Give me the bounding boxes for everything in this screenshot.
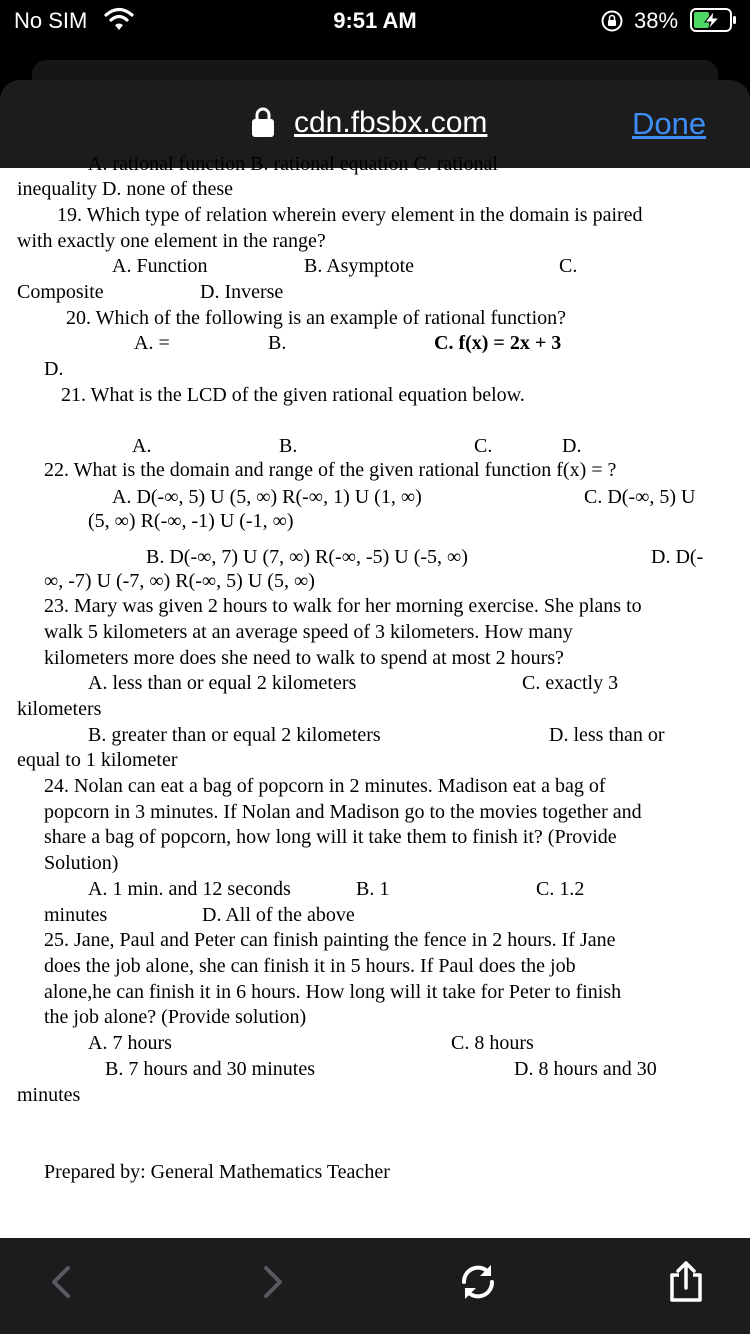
doc-line: A. Function xyxy=(112,255,208,277)
doc-line: D. Inverse xyxy=(200,281,284,303)
reload-icon[interactable] xyxy=(456,1260,500,1304)
bottom-toolbar xyxy=(0,1238,750,1334)
doc-line: C. f(x) = 2x + 3 xyxy=(434,332,562,354)
doc-line: D. 8 hours and 30 xyxy=(514,1058,657,1080)
url-label[interactable]: cdn.fbsbx.com xyxy=(294,106,488,139)
doc-line: minutes xyxy=(44,904,108,926)
doc-line: share a bag of popcorn, how long will it take them to finish it? (Provide xyxy=(44,826,617,848)
doc-line: 22. What is the domain and range of the given rational function f(x) = ? xyxy=(44,459,617,481)
doc-line: A. rational function B. rational equation C. rational xyxy=(88,153,498,175)
doc-line: B. greater than or equal 2 kilometers xyxy=(88,724,381,746)
battery-charging-icon xyxy=(690,8,738,32)
doc-line: minutes xyxy=(17,1084,81,1106)
doc-line: C. 8 hours xyxy=(451,1032,534,1054)
document-viewer[interactable] xyxy=(0,153,750,1238)
doc-line: A. 7 hours xyxy=(88,1032,172,1054)
doc-line: equal to 1 kilometer xyxy=(17,749,178,771)
doc-line: 25. Jane, Paul and Peter can finish painting the fence in 2 hours. If Jane xyxy=(44,929,616,951)
doc-line: with exactly one element in the range? xyxy=(17,230,326,252)
doc-line: B. 7 hours and 30 minutes xyxy=(105,1058,315,1080)
doc-line: C. xyxy=(559,255,578,277)
doc-line: A. xyxy=(132,435,152,457)
doc-line: Solution) xyxy=(44,852,119,874)
share-icon[interactable] xyxy=(664,1260,708,1304)
doc-line: kilometers xyxy=(17,698,102,720)
doc-line: B. xyxy=(268,332,287,354)
doc-line: C. D(-∞, 5) U xyxy=(584,486,696,508)
doc-line: 20. Which of the following is an example of rational function? xyxy=(66,307,567,329)
doc-line: the job alone? (Provide solution) xyxy=(44,1006,307,1028)
doc-line: walk 5 kilometers at an average speed of 3 kilometers. How many xyxy=(44,621,573,643)
doc-line: C. exactly 3 xyxy=(522,672,619,694)
doc-line: D. xyxy=(562,435,582,457)
done-button[interactable]: Done xyxy=(632,106,707,141)
doc-line: D. All of the above xyxy=(202,904,355,926)
doc-line: C. xyxy=(474,435,493,457)
doc-line: ∞, -7) U (-7, ∞) R(-∞, 5) U (5, ∞) xyxy=(44,570,315,592)
doc-line: B. xyxy=(279,435,298,457)
doc-line: 21. What is the LCD of the given rational equation below. xyxy=(61,384,525,406)
doc-line: D. xyxy=(44,358,64,380)
doc-line: A. D(-∞, 5) U (5, ∞) R(-∞, 1) U (1, ∞) xyxy=(112,486,422,508)
doc-line: Composite xyxy=(17,281,104,303)
doc-line: A. 1 min. and 12 seconds xyxy=(88,878,291,900)
doc-line: B. 1 xyxy=(356,878,390,900)
doc-line: inequality D. none of these xyxy=(17,178,234,200)
doc-line: 19. Which type of relation wherein every element in the domain is paired xyxy=(57,204,643,226)
doc-line: does the job alone, she can finish it in 5 hours. If Paul does the job xyxy=(44,955,576,977)
doc-line: alone,he can finish it in 6 hours. How long will it take for Peter to finish xyxy=(44,981,622,1003)
carrier-label: No SIM xyxy=(14,8,88,33)
doc-line: D. less than or xyxy=(549,724,665,746)
doc-line: C. 1.2 xyxy=(536,878,585,900)
rotation-lock-icon xyxy=(600,9,624,33)
doc-line: 23. Mary was given 2 hours to walk for her morning exercise. She plans to xyxy=(44,595,642,617)
lock-icon xyxy=(250,106,276,138)
clock: 9:51 AM xyxy=(333,8,417,33)
doc-line: A. = xyxy=(134,332,170,354)
doc-line: popcorn in 3 minutes. If Nolan and Madison go to the movies together and xyxy=(44,801,642,823)
battery-percent: 38% xyxy=(634,8,679,33)
chevron-left-icon[interactable] xyxy=(40,1260,84,1304)
doc-line: Prepared by: General Mathematics Teacher xyxy=(44,1161,390,1183)
status-bar xyxy=(0,0,750,44)
doc-line: (5, ∞) R(-∞, -1) U (-1, ∞) xyxy=(88,510,294,532)
doc-line: B. Asymptote xyxy=(304,255,415,277)
doc-line: kilometers more does she need to walk to spend at most 2 hours? xyxy=(44,647,564,669)
doc-line: A. less than or equal 2 kilometers xyxy=(88,672,357,694)
doc-line: D. D(- xyxy=(651,546,704,568)
doc-line: B. D(-∞, 7) U (7, ∞) R(-∞, -5) U (-5, ∞) xyxy=(146,546,468,568)
chevron-right-icon[interactable] xyxy=(250,1260,294,1304)
doc-line: 24. Nolan can eat a bag of popcorn in 2 minutes. Madison eat a bag of xyxy=(44,775,606,797)
